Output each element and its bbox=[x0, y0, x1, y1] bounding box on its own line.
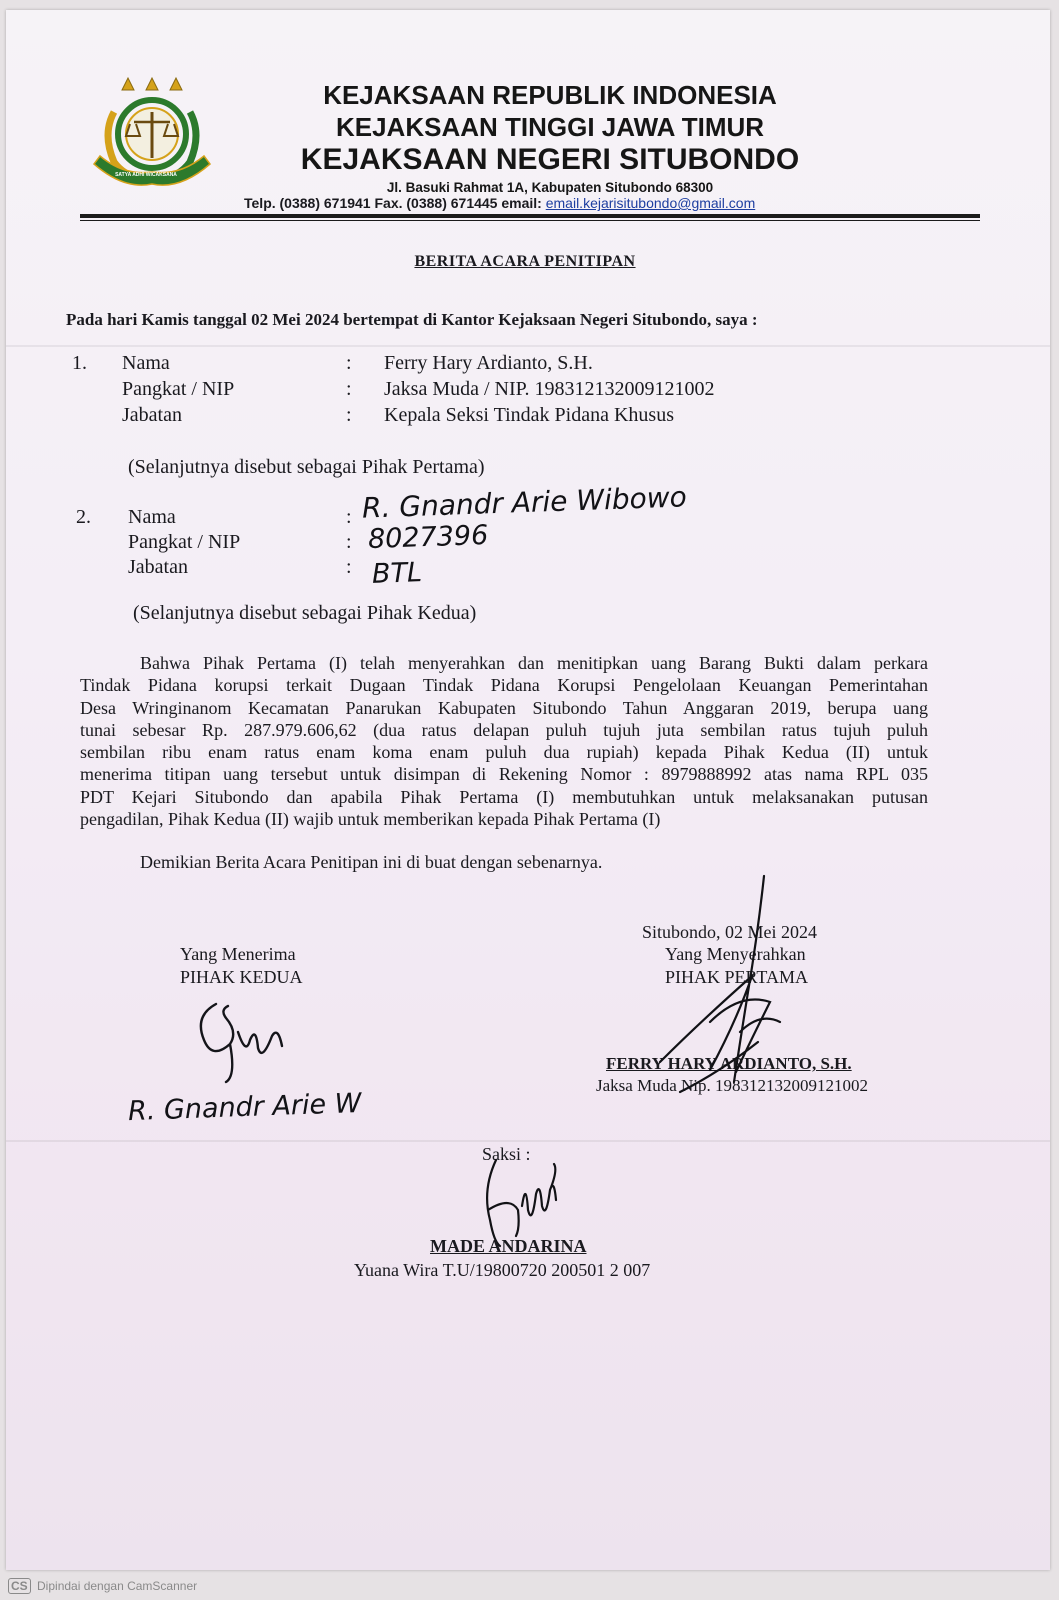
giver-role: PIHAK PERTAMA bbox=[665, 967, 808, 987]
party1-label-name: Nama bbox=[122, 352, 170, 374]
party2-label-rank: Pangkat / NIP bbox=[128, 531, 241, 553]
witness-signature bbox=[470, 1150, 580, 1250]
party1-value-position: Kepala Seksi Tindak Pidana Khusus bbox=[384, 404, 674, 426]
logo-banner-text: SATYA ADHI WICAKSANA bbox=[115, 172, 177, 178]
receiver-handwritten-name: R. Gnandr Arie W bbox=[127, 1087, 362, 1128]
paper-fold bbox=[6, 1140, 1050, 1142]
intro-sentence: Pada hari Kamis tanggal 02 Mei 2024 bertempat di Kantor Kejaksaan Negeri Situbondo, saya : bbox=[66, 310, 758, 329]
party2-note: (Selanjutnya disebut sebagai Pihak Kedua) bbox=[133, 602, 477, 624]
paragraph-line: PDT Kejari Situbondo dan apabila Pihak Pertama (I) membutuhkan untuk melaksanakan putusan bbox=[80, 786, 928, 807]
receiver-role: PIHAK KEDUA bbox=[180, 967, 303, 987]
receiver-signature bbox=[186, 996, 296, 1086]
paragraph-line: sembilan ribu enam ratus enam koma enam puluh dua rupiah) kepada Pihak Kedua (II) untuk bbox=[80, 742, 928, 763]
colon: : bbox=[346, 506, 352, 528]
party1-label-rank: Pangkat / NIP bbox=[122, 378, 235, 400]
party2-handwritten-nip: 8027396 bbox=[367, 519, 489, 556]
colon: : bbox=[346, 531, 352, 553]
giver-rank: Jaksa Muda Nip. 198312132009121002 bbox=[596, 1076, 868, 1095]
header-address: Jl. Basuki Rahmat 1A, Kabupaten Situbondo 68300 bbox=[386, 180, 714, 195]
giver-place-date: Situbondo, 02 Mei 2024 bbox=[642, 922, 818, 942]
document-title: BERITA ACARA PENITIPAN bbox=[414, 253, 636, 270]
colon: : bbox=[346, 352, 352, 374]
party1-label-position: Jabatan bbox=[122, 404, 182, 426]
scanner-watermark bbox=[8, 1578, 197, 1594]
header-rule-thin bbox=[80, 220, 980, 221]
party1-number: 1. bbox=[72, 352, 87, 374]
colon: : bbox=[346, 404, 352, 426]
closing-sentence: Demikian Berita Acara Penitipan ini di buat dengan sebenarnya. bbox=[140, 852, 603, 872]
colon: : bbox=[346, 378, 352, 400]
header-line-1: KEJAKSAAN REPUBLIK INDONESIA bbox=[323, 80, 777, 110]
party2-number: 2. bbox=[76, 506, 91, 528]
contact-phone-fax: Telp. (0388) 671941 Fax. (0388) 671445 email: bbox=[244, 195, 542, 211]
paragraph-line: tunai sebesar Rp. 287.979.606,62 (dua ratus delapan puluh tujuh juta sembilan ratus tujuh puluh bbox=[80, 719, 928, 740]
camscanner-text: Dipindai dengan CamScanner bbox=[37, 1579, 198, 1593]
header-line-2: KEJAKSAAN TINGGI JAWA TIMUR bbox=[335, 112, 765, 142]
paragraph-line: Desa Wringinanom Kecamatan Panarukan Kabupaten Situbondo Tahun Anggaran 2019, berupa uang bbox=[80, 697, 928, 718]
statement-paragraph bbox=[80, 652, 928, 830]
camscanner-badge: CS bbox=[8, 1578, 31, 1594]
party2-label-name: Nama bbox=[128, 506, 176, 528]
header-line-3: KEJAKSAAN NEGERI SITUBONDO bbox=[300, 143, 800, 176]
party1-value-name: Ferry Hary Ardianto, S.H. bbox=[384, 352, 593, 374]
colon: : bbox=[346, 556, 352, 578]
paper-fold bbox=[6, 345, 1050, 347]
party2-label-position: Jabatan bbox=[128, 556, 188, 578]
witness-caption: Saksi : bbox=[482, 1144, 531, 1164]
header-rule-thick bbox=[80, 214, 980, 218]
party2-handwritten-position: BTL bbox=[371, 557, 423, 590]
witness-rank: Yuana Wira T.U/19800720 200501 2 007 bbox=[354, 1260, 651, 1280]
party1-note: (Selanjutnya disebut sebagai Pihak Pertama) bbox=[128, 456, 485, 478]
kejaksaan-logo bbox=[84, 72, 224, 202]
giver-caption: Yang Menyerahkan bbox=[665, 944, 806, 964]
paragraph-line: Bahwa Pihak Pertama (I) telah menyerahkan dan menitipkan uang Barang Bukti dalam perkara bbox=[140, 653, 928, 673]
paragraph-line: pengadilan, Pihak Kedua (II) wajib untuk memberikan kepada Pihak Pertama (I) bbox=[80, 809, 661, 830]
party1-value-rank: Jaksa Muda / NIP. 198312132009121002 bbox=[384, 378, 715, 400]
paragraph-line: Tindak Pidana korupsi terkait Dugaan Tindak Pidana Korupsi Pengelolaan Keuangan Pemerintahan bbox=[80, 675, 928, 696]
giver-name: FERRY HARY ARDIANTO, S.H. bbox=[606, 1054, 852, 1073]
header-contact bbox=[244, 195, 755, 211]
contact-email-link[interactable]: email.kejarisitubondo@gmail.com bbox=[545, 195, 756, 211]
receiver-caption: Yang Menerima bbox=[180, 944, 296, 964]
witness-name: MADE ANDARINA bbox=[430, 1236, 587, 1256]
party2-handwritten-name: R. Gnandr Arie Wibowo bbox=[361, 480, 688, 525]
paragraph-line: menerima titipan uang tersebut untuk disimpan di Rekening Nomor : 8979888992 atas nama RPL 035 bbox=[80, 764, 928, 785]
giver-signature bbox=[640, 872, 800, 1102]
